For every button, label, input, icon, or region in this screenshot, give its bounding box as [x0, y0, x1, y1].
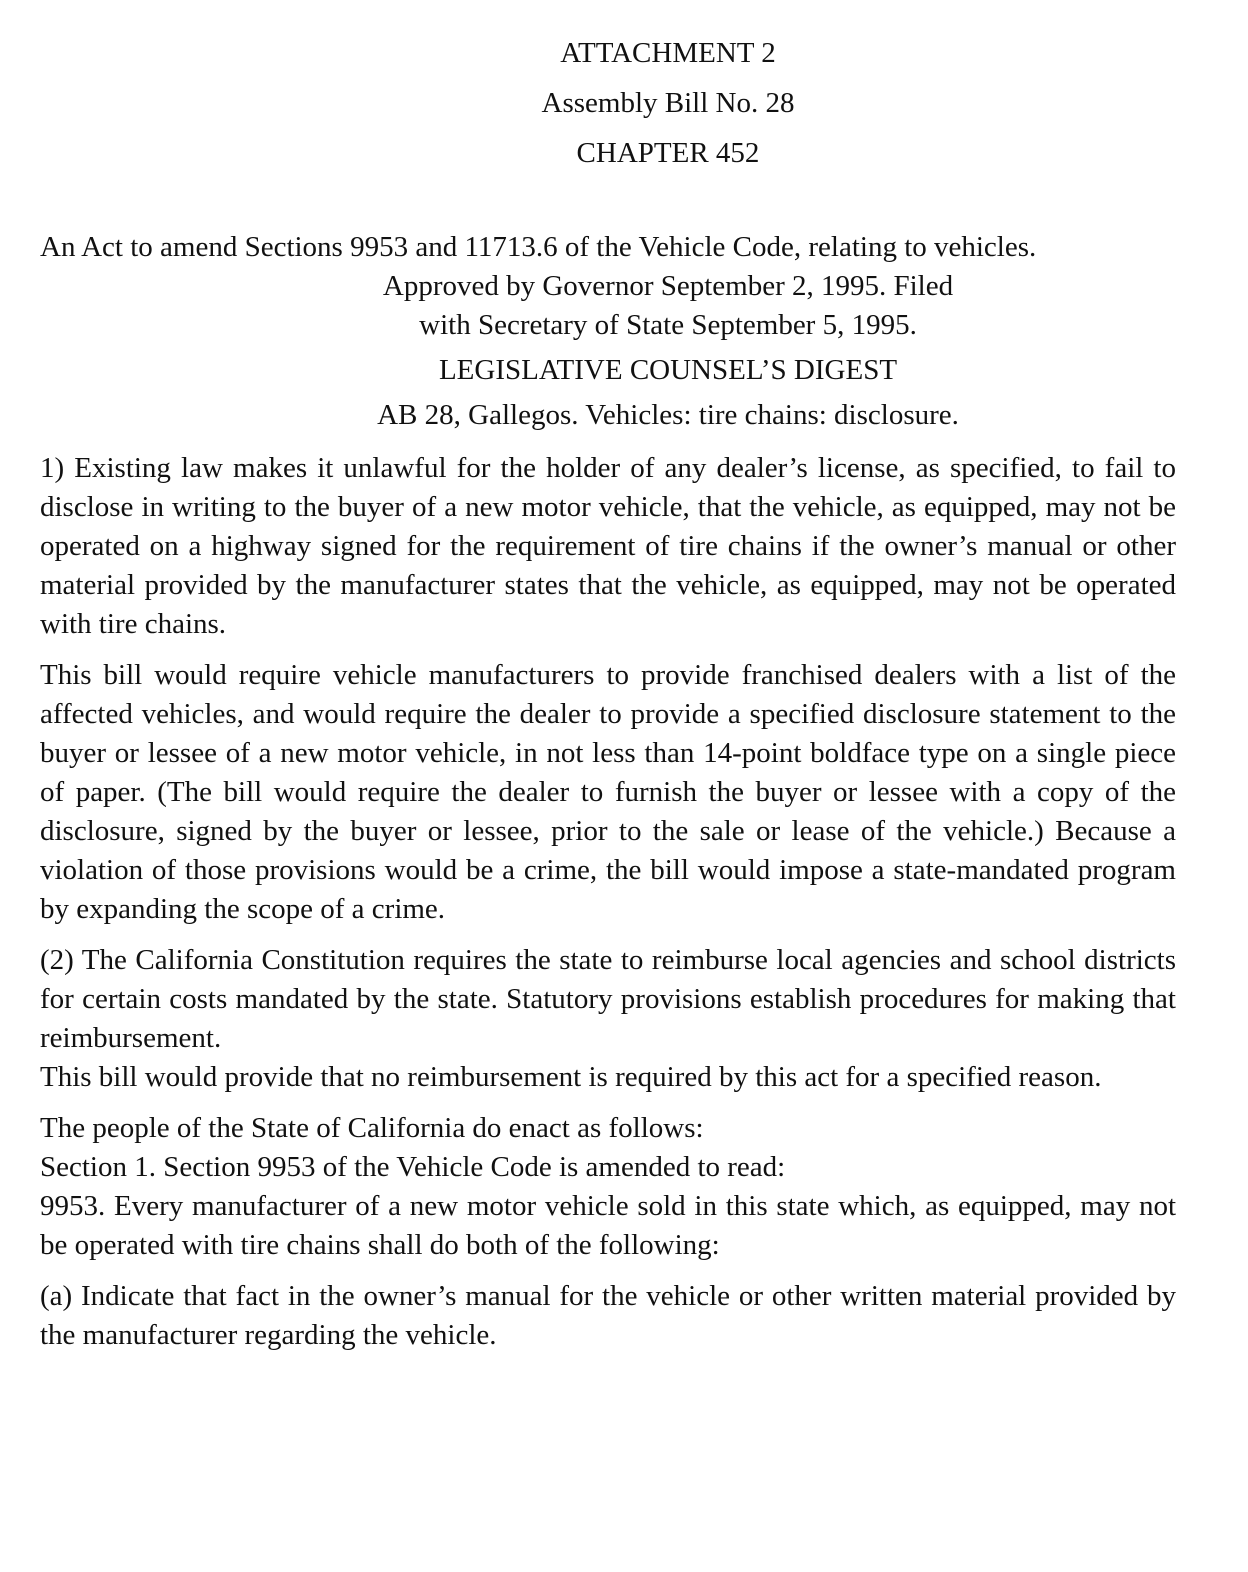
digest-subtitle: AB 28, Gallegos. Vehicles: tire chains: disclosure.: [377, 399, 959, 431]
bill-number: Assembly Bill No. 28: [541, 87, 795, 119]
document-header: [160, 28, 1176, 178]
digest-title: LEGISLATIVE COUNSEL’S DIGEST: [438, 354, 898, 386]
paragraph-bill-requirement: This bill would require vehicle manufacturers to provide franchised dealers with a list of the affected vehicles, and would require the dealer to provide a specified disclosure statement to the buyer or lessee of a new motor vehicle, in not less than 14-point boldface type on a single piece of paper. (The bill would require the dealer to furnish the buyer or lessee with a copy of the disclosure, signed by the buyer or lessee, prior to the sale or lease of the vehicle.) Because a violation of those provisions would be a crime, the bill would impose a state-mandated program by expanding the scope of a crime.: [40, 659, 1176, 925]
paragraph-existing-law: 1) Existing law makes it unlawful for the holder of any dealer’s license, as specified, to fail to disclose in writing to the buyer of a new motor vehicle, that the vehicle, as equipped, may not be operated on a highway signed for the requirement of tire chains if the owner’s manual or other material provided by the manufacturer states that the vehicle, as equipped, may not be operated with tire chains.: [40, 452, 1176, 640]
paragraph-section-9953: 9953. Every manufacturer of a new motor vehicle sold in this state which, as equipped, may not be operated with tire chains shall do both of the following:: [40, 1190, 1176, 1261]
paragraph-section-1: Section 1. Section 9953 of the Vehicle Code is amended to read:: [40, 1151, 786, 1183]
act-description: An Act to amend Sections 9953 and 11713.6 of the Vehicle Code, relating to vehicles.: [40, 231, 1037, 263]
document-page: [40, 28, 1176, 1355]
paragraph-enacting-clause: The people of the State of California do enact as follows:: [40, 1112, 704, 1144]
paragraph-no-reimbursement: This bill would provide that no reimbursement is required by this act for a specified reason.: [40, 1061, 1102, 1093]
approval-line-2: with Secretary of State September 5, 1995.: [419, 309, 917, 341]
paragraph-constitution: (2) The California Constitution requires the state to reimburse local agencies and school districts for certain costs mandated by the state. Statutory provisions establish procedures for making that reimbursement.: [40, 944, 1176, 1054]
paragraph-subsection-a: (a) Indicate that fact in the owner’s manual for the vehicle or other written material provided by the manufacturer regarding the vehicle.: [40, 1280, 1176, 1351]
approval-line-1: Approved by Governor September 2, 1995. Filed: [382, 270, 954, 302]
approval-statement: [160, 267, 1176, 345]
attachment-label: ATTACHMENT 2: [560, 37, 776, 69]
chapter-number: CHAPTER 452: [576, 137, 760, 169]
